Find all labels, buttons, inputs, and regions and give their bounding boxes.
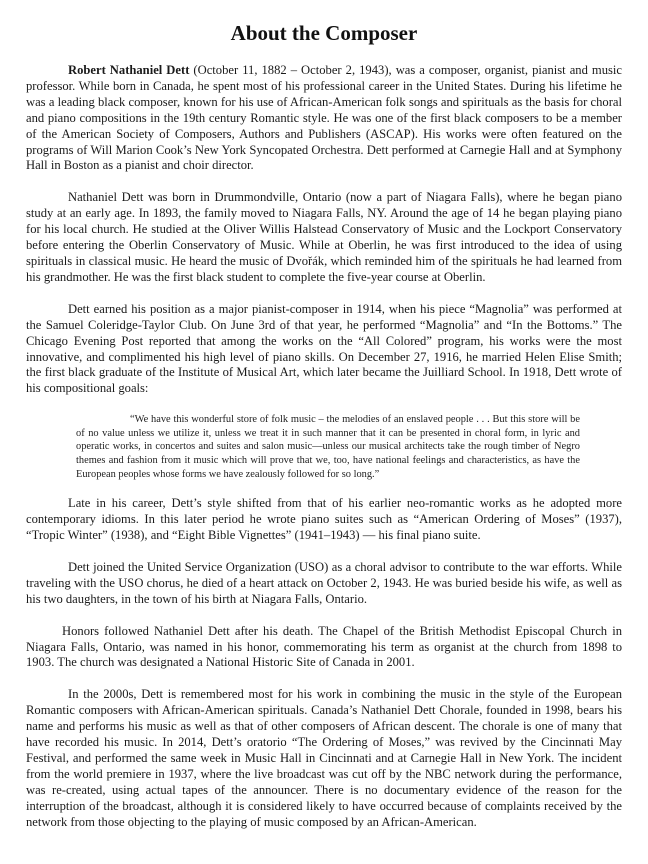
paragraph-late-career: Late in his career, Dett’s style shifted from that of his earlier neo-romantic works as he adopted more contemporary idioms. In this later period he wrote piano suites such as “American Ordering of Moses” (1937), “Tropic Winter” (1938), and “Eight Bible Vignettes” (1941–1943) — his final piano suite. (26, 496, 622, 542)
paragraph-legacy: In the 2000s, Dett is remembered most for his work in combining the music in the style of the European Romantic composers with African-American spirituals. Canada’s Nathaniel Dett Chorale, founded in 1998, bears his name and performs his music as well as that of other composers of African descent. The chorale is one of many that have recorded his music. In 2014, Dett’s oratorio “The Ordering of Moses,” was revived by the Cincinnati May Festival, and performed the same week in Music Hall in Cincinnati and at Carnegie Hall in New York. The incident from the world premiere in 1937, where the live broadcast was cut off by the NBC network during the performance, was re-created, using actual tapes of the announcer. There is no documentary evidence of the reason for the interruption of the broadcast, although it is considered likely to have occurred because of complaints received by the network from those objecting to the playing of music composed by an African-American. (26, 687, 622, 829)
paragraph-uso-death: Dett joined the United Service Organization (USO) as a choral advisor to contribute to the war efforts. While traveling with the USO chorus, he died of a heart attack on October 2, 1943. He was buried beside his wife, as well as his two daughters, in the town of his birth at Niagara Falls, Ontario. (26, 559, 622, 606)
paragraph-honors: Honors followed Nathaniel Dett after his death. The Chapel of the British Methodist Episcopal Church in Niagara Falls, Ontario, was named in his honor, commemorating his term as organist at the church from 1898 to 1903. The church was designated a National Historic Site of Canada in 2001. (26, 623, 622, 670)
document-page (26, 0, 622, 831)
paragraph-career: Dett earned his position as a major pianist-composer in 1914, when his piece “Magnolia” was performed at the Samuel Coleridge-Taylor Club. On June 3rd of that year, he performed “Magnolia” and “In the Bottoms.” The Chicago Evening Post reported that among the works on the “All Colored” program, his works were the most innovative, and complimented his high level of piano skills. On December 27, 1916, he married Helen Elise Smith; the first black graduate of the Institute of Musical Art, which later became the Juilliard School. In 1918, Dett wrote of his compositional goals: (26, 301, 622, 396)
paragraph-early-life: Nathaniel Dett was born in Drummondville, Ontario (now a part of Niagara Falls), where he began piano study at an early age. In 1893, the family moved to Niagara Falls, NY. Around the age of 14 he began playing piano for his local church. He studied at the Oliver Willis Halstead Conservatory of Music and the Lockport Conservatory before entering the Oberlin Conservatory of Music. While at Oberlin, he was first introduced to the idea of using spirituals in classical music. He heard the music of Dvořák, which reminded him of the spirituals he had learned from his grandmother. He was the first black student to complete the five-year course at Oberlin. (26, 190, 622, 284)
paragraph-intro-text: (October 11, 1882 – October 2, 1943), was a composer, organist, pianist and music professor. While born in Canada, he spent most of his professional career in the United States. During his lifetime he was a leading black composer, known for his use of African-American folk songs and spirituals as the basis for choral and piano compositions in the 19th century Romantic style. He was one of the first black composers to be a member of the American Society of Composers, Authors and Publishers (ASCAP). His works were often featured on the programs of Will Marion Cook’s New York Syncopated Orchestra. Dett performed at Carnegie Hall and at Symphony Hall in Boston as a pianist and choir director. (26, 63, 622, 173)
block-quote: “We have this wonderful store of folk music – the melodies of an enslaved people . . . But this store will be of no value unless we utilize it, unless we treat it in such manner that it can be presented in choral form, in lyric and operatic works, in concertos and suites and salon music—unless our musical architects take the rough timber of Negro themes and fashion from it music which will prove that we, too, have national feelings and characteristics, as have the European peoples whose forms we have zealously followed for so long.” (76, 414, 580, 480)
composer-name: Robert Nathaniel Dett (68, 63, 190, 77)
page-title: About the Composer (230, 21, 418, 45)
paragraph-intro (26, 63, 622, 174)
